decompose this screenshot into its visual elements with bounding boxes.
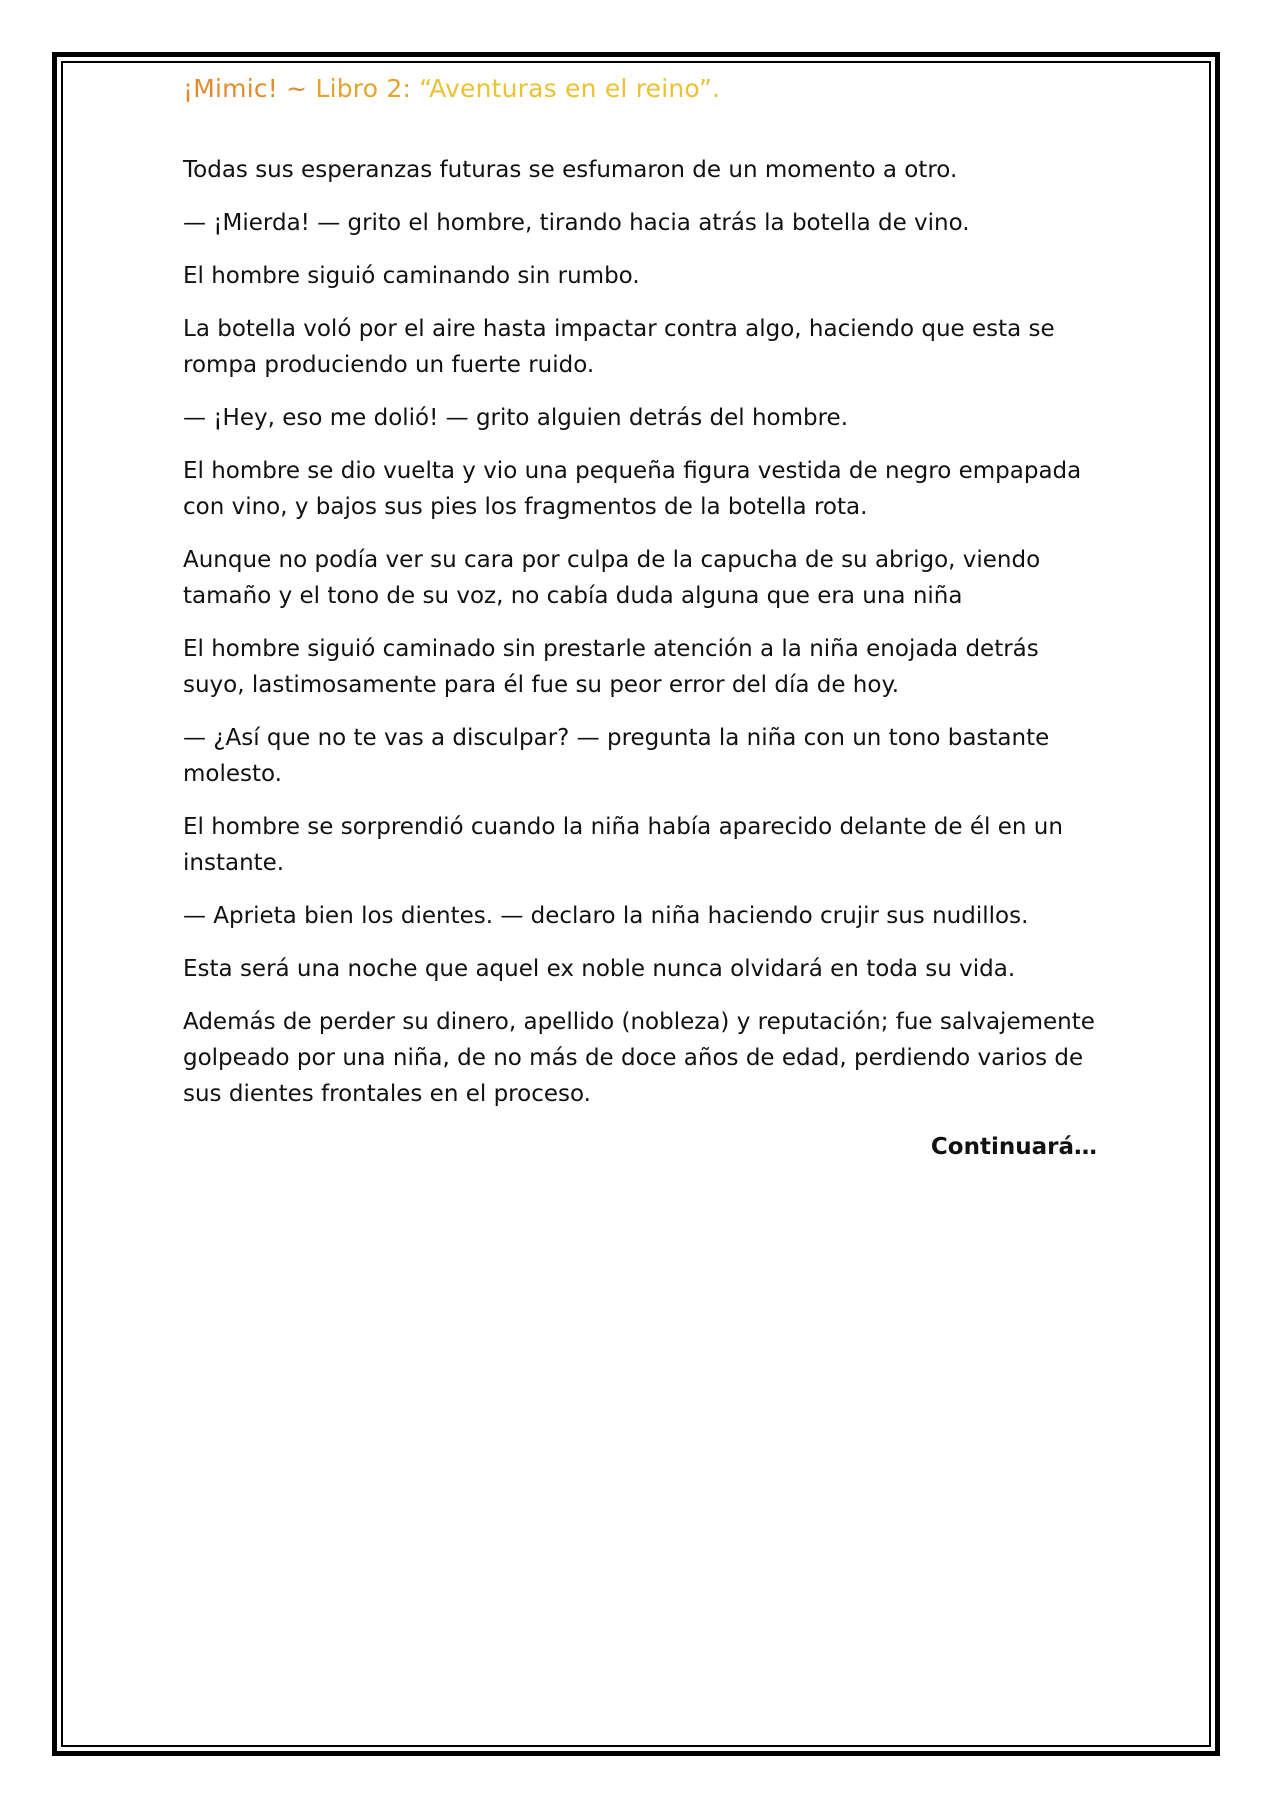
header-book-number: Libro 2: (315, 74, 420, 103)
to-be-continued: Continuará… (930, 1134, 1097, 1160)
paragraph: La botella voló por el aire hasta impactar contra algo, haciendo que esta se rompa produciendo un fuerte ruido. (183, 316, 1055, 378)
paragraph: — Aprieta bien los dientes. — declaro la niña haciendo crujir sus nudillos. (183, 903, 1029, 929)
story-text (183, 152, 1103, 1182)
header-book-title: “Aventuras en el reino”. (419, 74, 721, 103)
running-header (183, 74, 720, 103)
paragraph: — ¡Mierda! — grito el hombre, tirando hacia atrás la botella de vino. (183, 210, 970, 236)
paragraph: Esta será una noche que aquel ex noble nunca olvidará en toda su vida. (183, 956, 1016, 982)
paragraph: Además de perder su dinero, apellido (nobleza) y reputación; fue salvajemente golpeado por una niña, de no más de doce años de edad, perdiendo varios de sus dientes frontales en el proceso. (183, 1009, 1095, 1107)
paragraph: El hombre se dio vuelta y vio una pequeña figura vestida de negro empapada con vino, y bajos sus pies los fragmentos de la botella rota. (183, 458, 1082, 520)
paragraph: — ¿Así que no te vas a disculpar? — pregunta la niña con un tono bastante molesto. (183, 725, 1050, 787)
header-series-title: ¡Mimic! ~ (183, 74, 316, 103)
paragraph: El hombre siguió caminado sin prestarle atención a la niña enojada detrás suyo, lastimosamente para él fue su peor error del día de hoy. (183, 636, 1039, 698)
paragraph: El hombre siguió caminando sin rumbo. (183, 263, 640, 289)
paragraph: Aunque no podía ver su cara por culpa de la capucha de su abrigo, viendo tamaño y el tono de su voz, no cabía duda alguna que era una niña (183, 547, 1041, 609)
paragraph: Todas sus esperanzas futuras se esfumaron de un momento a otro. (183, 157, 958, 183)
paragraph: — ¡Hey, eso me dolió! — grito alguien detrás del hombre. (183, 405, 849, 431)
paragraph: El hombre se sorprendió cuando la niña había aparecido delante de él en un instante. (183, 814, 1063, 876)
